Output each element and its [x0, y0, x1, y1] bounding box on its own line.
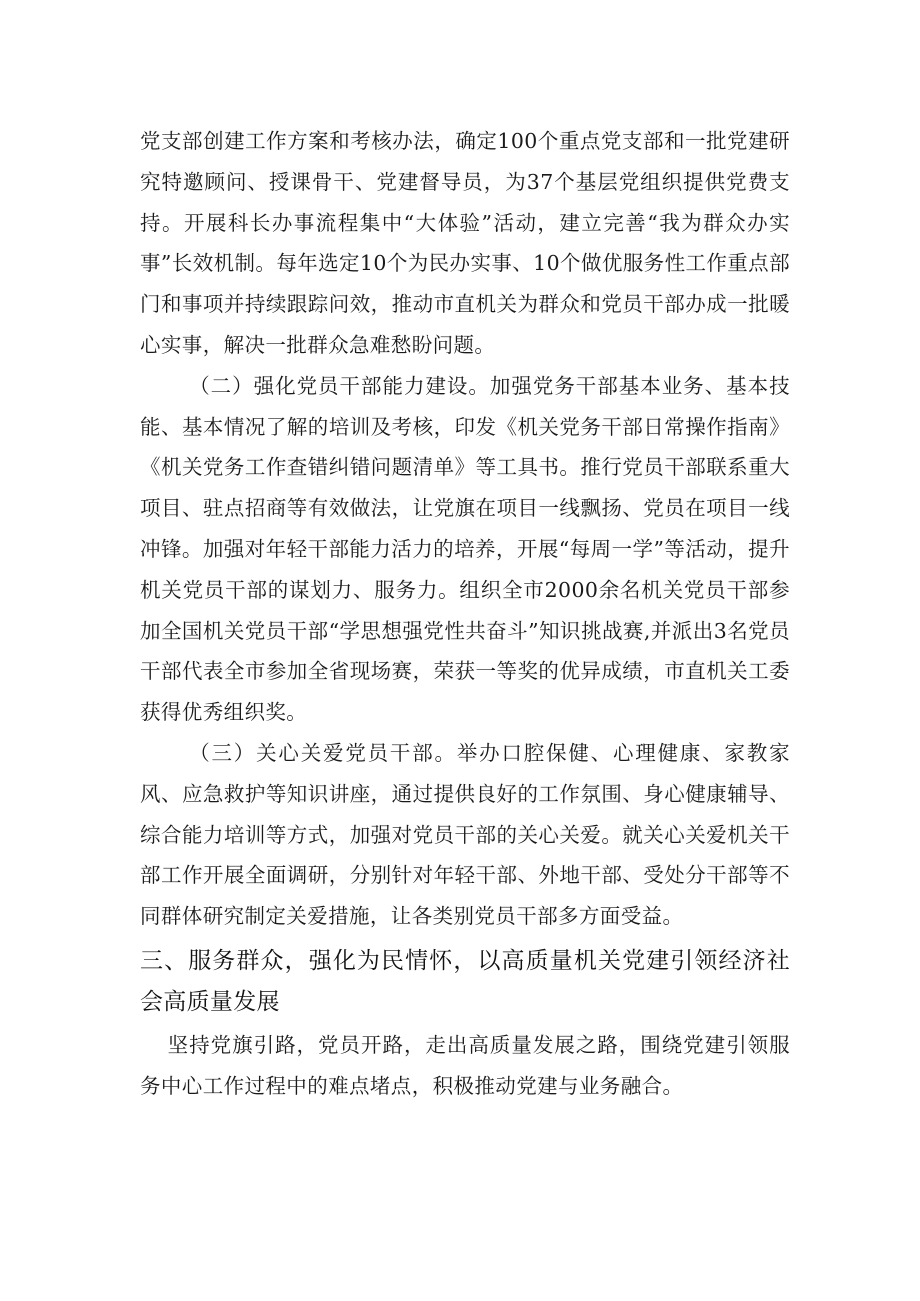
- paragraph-continuation: 党支部创建工作方案和考核办法，确定100个重点党支部和一批党建研究特邀顾问、授课骨干、党建督导员，为37个基层党组织提供党费支持。开展科长办事流程集中“大体验”活动，建立完善“我为群众办实事”长效机制。每年选定10个为民办实事、10个做优服务性工作重点部门和事项并持续跟踪问效，推动市直机关为群众和党员干部办成一批暖心实事，解决一批群众急难愁盼问题。: [140, 129, 790, 357]
- section-heading-serve-the-masses: [140, 941, 790, 1023]
- paragraph-party-flag-leads: 坚持党旗引路，党员开路，走出高质量发展之路，围绕党建引领服务中心工作过程中的难点堵点，积极推动党建与业务融合。: [140, 1032, 790, 1098]
- paragraph-capability-building: （二）强化党员干部能力建设。加强党务干部基本业务、基本技能、基本情况了解的培训及考核，印发《机关党务干部日常操作指南》《机关党务工作查错纠错问题清单》等工具书。推行党员干部联系重大项目、驻点招商等有效做法，让党旗在项目一线飘扬、党员在项目一线冲锋。加强对年轻干部能力活力的培养，开展“每周一学”等活动，提升机关党员干部的谋划力、服务力。组织全市2000余名机关党员干部参加全国机关党员干部“学思想强党性共奋斗”知识挑战赛,并派出3名党员干部代表全市参加全省现场赛，荣获一等奖的优异成绩，市直机关工委获得优秀组织奖。: [140, 373, 790, 725]
- document-body: [140, 121, 790, 1107]
- section-heading-text: 三、服务群众，强化为民情怀，以高质量机关党建引领经济社会高质量发展: [140, 947, 790, 1015]
- paragraph-care-for-members: （三）关心关爱党员干部。举办口腔保健、心理健康、家教家风、应急救护等知识讲座，通过提供良好的工作氛围、身心健康辅导、综合能力培训等方式，加强对党员干部的关心关爱。就关心关爱机关干部工作开展全面调研，分别针对年轻干部、外地干部、受处分干部等不同群体研究制定关爱措施，让各类别党员干部多方面受益。: [140, 740, 790, 929]
